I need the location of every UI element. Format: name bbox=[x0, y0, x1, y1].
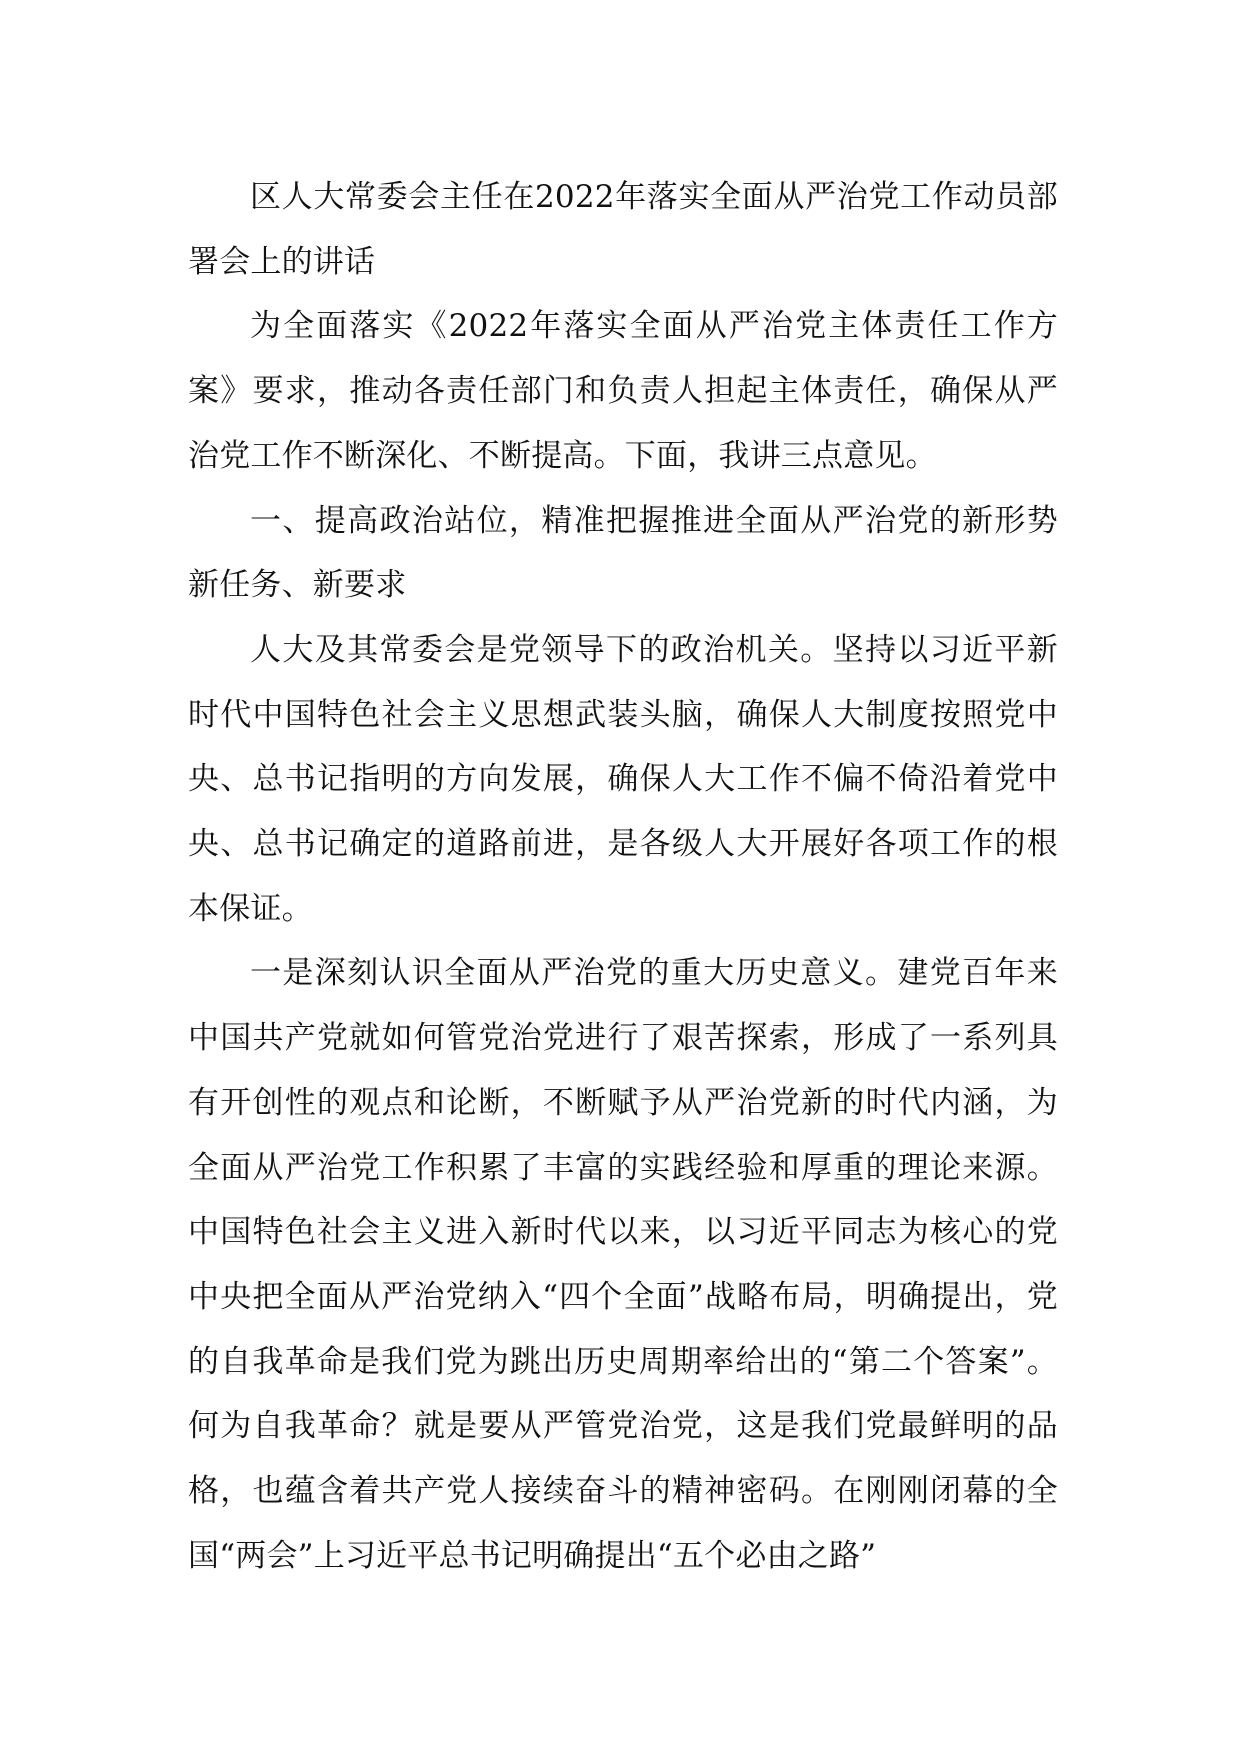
intro-paragraph: 为全面落实《2022年落实全面从严治党主体责任工作方案》要求，推动各责任部门和负责人担起主体责任，确保从严治党工作不断深化、不断提高。下面，我讲三点意见。 bbox=[188, 308, 1058, 474]
section-heading-one: 一、提高政治站位，精准把握推进全面从严治党的新形势新任务、新要求 bbox=[188, 502, 1058, 604]
speech-title: 区人大常委会主任在2022年落实全面从严治党工作动员部署会上的讲话 bbox=[188, 179, 1058, 280]
document-body bbox=[188, 165, 1058, 1588]
body-paragraph: 人大及其常委会是党领导下的政治机关。坚持以习近平新时代中国特色社会主义思想武装头脑，确保人大制度按照党中央、总书记指明的方向发展，确保人大工作不偏不倚沿着党中央、总书记确定的道路前进，是各级人大开展好各项工作的根本保证。 bbox=[188, 631, 1058, 927]
body-paragraph: 一是深刻认识全面从严治党的重大历史意义。建党百年来中国共产党就如何管党治党进行了艰苦探索，形成了一系列具有开创性的观点和论断，不断赋予从严治党新的时代内涵，为全面从严治党工作积累了丰富的实践经验和厚重的理论来源。中国特色社会主义进入新时代以来，以习近平同志为核心的党中央把全面从严治党纳入“四个全面”战略布局，明确提出，党的自我革命是我们党为跳出历史周期率给出的“第二个答案”。何为自我革命？就是要从严管党治党，这是我们党最鲜明的品格，也蕴含着共产党人接续奋斗的精神密码。在刚刚闭幕的全国“两会”上习近平总书记明确提出“五个必由之路” bbox=[188, 955, 1058, 1574]
